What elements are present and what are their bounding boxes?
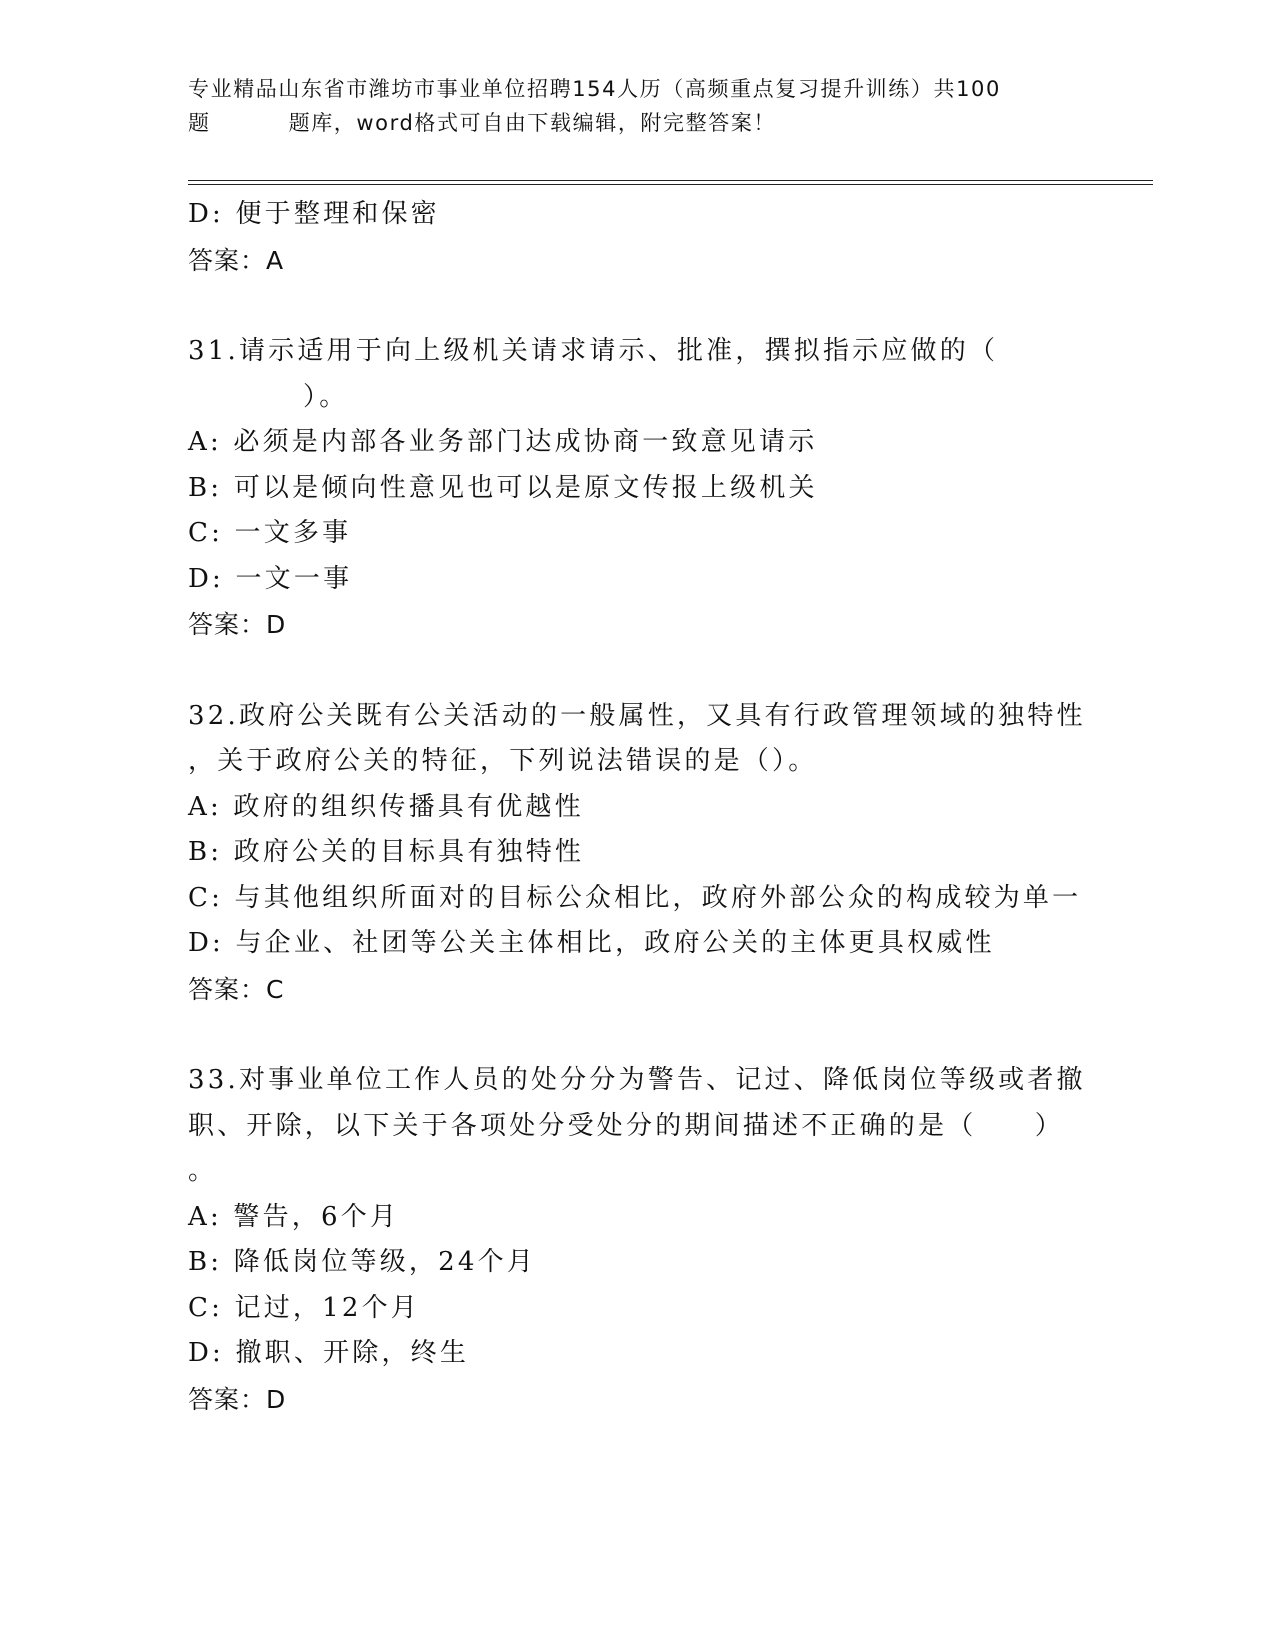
option-c: C: 与其他组织所面对的目标公众相比，政府外部公众的构成较为单一 bbox=[188, 882, 1082, 913]
spacer bbox=[188, 283, 1088, 329]
option-d: D: 撤职、开除，终生 bbox=[188, 1338, 470, 1368]
question-text-continued: ，关于政府公关的特征，下列说法错误的是（）。 bbox=[188, 746, 818, 776]
question-31 bbox=[188, 329, 1088, 648]
question-33 bbox=[188, 1058, 1088, 1422]
option-a: A: 警告，6个月 bbox=[188, 1201, 400, 1232]
document-body bbox=[188, 192, 1088, 1422]
option-a: A: 政府的组织传播具有优越性 bbox=[188, 791, 584, 822]
option-b: B: 可以是倾向性意见也可以是原文传报上级机关 bbox=[188, 472, 818, 503]
header-title-fragment-rest: 题库，word格式可自由下载编辑，附完整答案！ bbox=[288, 111, 777, 135]
question-text: 33.对事业单位工作人员的处分分为警告、记过、降低岗位等级或者撤 bbox=[188, 1065, 1086, 1095]
document-header bbox=[188, 72, 1088, 140]
header-title-fragment: 题 bbox=[188, 111, 211, 135]
header-title-line-2 bbox=[188, 106, 1088, 140]
option-d: D: 与企业、社团等公关主体相比，政府公关的主体更具权威性 bbox=[188, 928, 995, 958]
option-a: A: 必须是内部各业务部门达成协商一致意见请示 bbox=[188, 427, 818, 457]
answer: 答案：D bbox=[188, 1384, 287, 1414]
question-text: 32.政府公关既有公关活动的一般属性，又具有行政管理领域的独特性 bbox=[188, 700, 1086, 731]
header-title-line-1: 专业精品山东省市潍坊市事业单位招聘154人历（高频重点复习提升训练）共100 bbox=[188, 77, 1001, 101]
question-text-continued: ）。 bbox=[303, 381, 349, 412]
question-text-continued: 职、开除，以下关于各项处分受处分的期间描述不正确的是（ ） bbox=[188, 1110, 1065, 1141]
spacer bbox=[188, 1012, 1088, 1058]
question-32 bbox=[188, 694, 1088, 1013]
option-d: D: 一文一事 bbox=[188, 563, 353, 594]
answer: 答案：C bbox=[188, 974, 285, 1004]
header-rule-top bbox=[188, 180, 1153, 181]
header-rule-bottom bbox=[188, 184, 1153, 185]
option-c: C: 记过，12个月 bbox=[188, 1292, 421, 1323]
previous-question-tail bbox=[188, 192, 1088, 283]
option-c: C: 一文多事 bbox=[188, 518, 352, 548]
option-b: B: 政府公关的目标具有独特性 bbox=[188, 837, 585, 867]
option-b: B: 降低岗位等级，24个月 bbox=[188, 1247, 537, 1277]
option-d: D: 便于整理和保密 bbox=[188, 199, 440, 229]
question-text: 31.请示适用于向上级机关请求请示、批准，撰拟指示应做的（ bbox=[188, 336, 999, 366]
answer: 答案：D bbox=[188, 610, 287, 639]
question-text-end: 。 bbox=[188, 1156, 218, 1186]
spacer bbox=[188, 648, 1088, 694]
answer: 答案：A bbox=[188, 245, 285, 275]
